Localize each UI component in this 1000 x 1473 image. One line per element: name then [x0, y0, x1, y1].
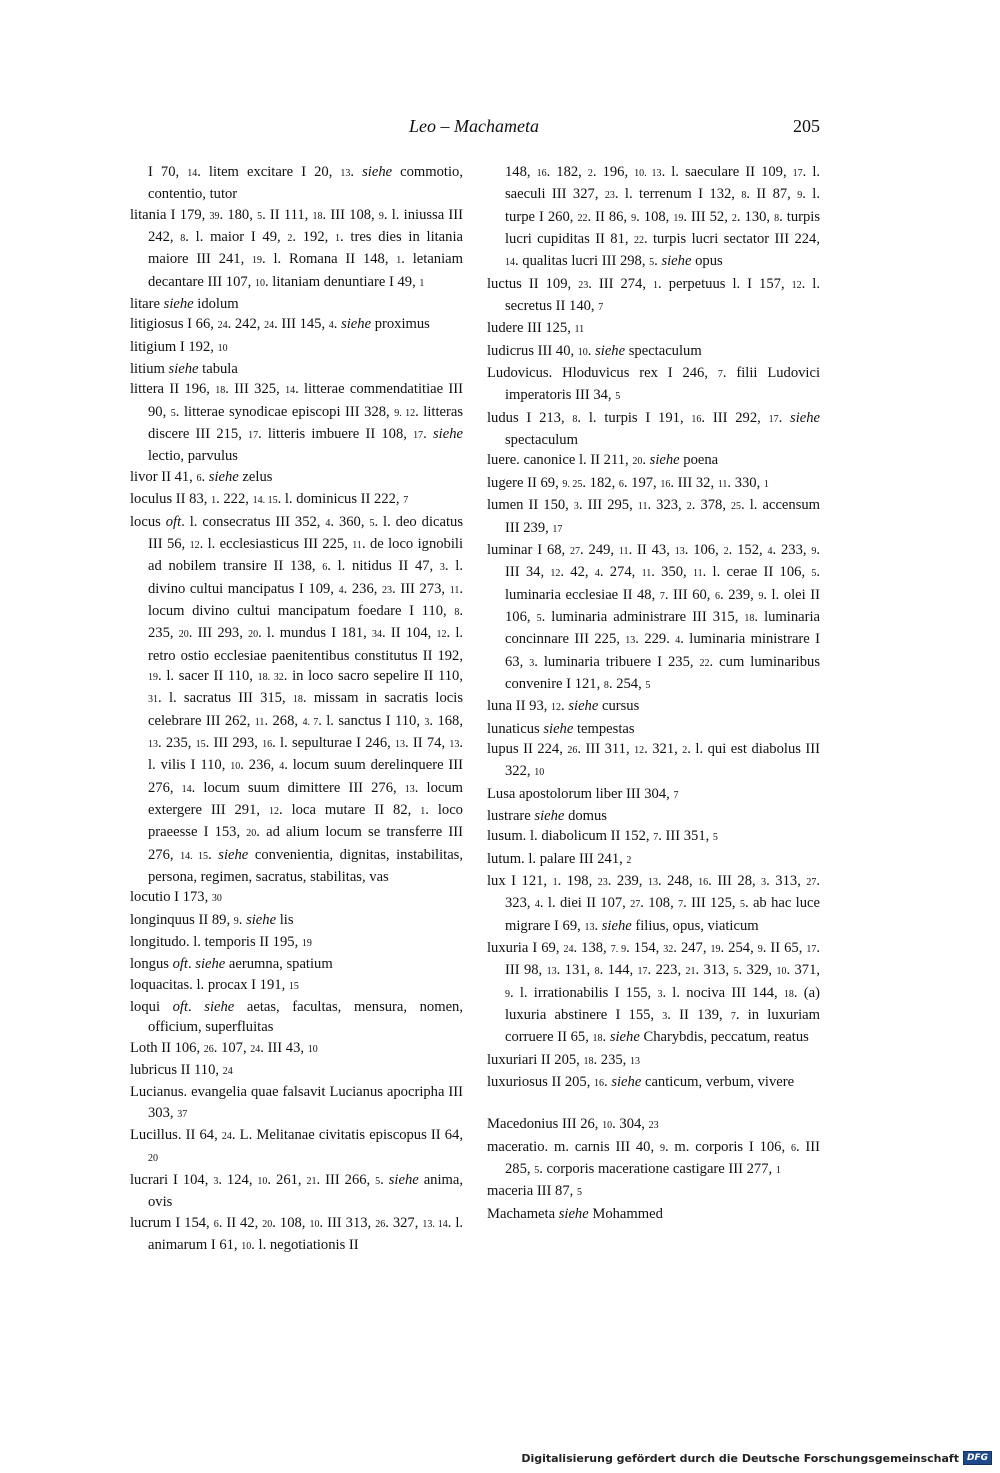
index-entry: Machameta siehe Mohammed	[487, 1205, 663, 1222]
index-entry: lumen II 150, 3. III 295, 11. 323, 2. 378, 25. l. accensum III 239, 17	[487, 497, 821, 536]
running-head: Leo – Machameta	[409, 116, 539, 136]
index-entry: luna II 93, 12. siehe cursus	[487, 698, 640, 715]
index-entry: luctus II 109, 23. III 274, 1. perpetuus l. I 157, 12. l. secretus II 140, 7	[487, 275, 820, 315]
index-entry: luminar I 68, 27. 249, 11. II 43, 13. 106, 2. 152, 4. 233, 9. III 34, 12. 42, 4. 274, 11. 350, 11. l. cerae II 106, 5. luminaria ecclesiae II 48, 7. III 60, 6. 239, 9. l. olei II 106, 5. luminaria administrare III 315, 18. luminaria concinnare III 225, 13. 229. 4. luminaria ministrare I 63, 3. luminaria tribuere I 235, 22. cum luminaribus convenire I 121, 8. 254, 5	[487, 541, 821, 692]
index-entry: Lucianus. evangelia quae falsavit Lucianus apocripha III 303, 37	[130, 1084, 463, 1121]
index-entry: luxuria I 69, 24. 138, 7. 9. 154, 32. 247, 19. 254, 9. II 65, 17. III 98, 13. 131, 8. 144, 17. 223, 21. 313, 5. 329, 10. 371, 9. l. irrationabilis I 155, 3. l. nociva III 144, 18. (a) luxuria abstinere I 155, 3. II 139, 7. in luxuriam corruere II 65, 18. siehe Charybdis, peccatum, reatus	[487, 940, 821, 1046]
index-column-right	[487, 162, 820, 1224]
page-number: 205	[793, 116, 820, 136]
index-entry: loquacitas. l. procax I 191, 15	[130, 976, 299, 993]
index-entry: lupus II 224, 26. III 311, 12. 321, 2. l. qui est diabolus III 322, 10	[487, 740, 820, 780]
index-entry: litigium I 192, 10	[130, 338, 228, 355]
index-entry: litare siehe idolum	[130, 296, 239, 313]
index-entry: lunaticus siehe tempestas	[487, 720, 635, 737]
funding-note: Digitalisierung gefördert durch die Deutsche Forschungsgemeinschaft	[521, 1451, 959, 1465]
page-header	[128, 116, 820, 140]
index-entry: lucrum I 154, 6. II 42, 20. 108, 10. III 313, 26. 327, 13. 14. l. animarum I 61, 10. l. negotiationis II	[130, 1214, 464, 1253]
index-entry: litigiosus I 66, 24. 242, 24. III 145, 4. siehe proximus	[130, 316, 430, 333]
index-entry: lubricus II 110, 24	[130, 1062, 233, 1079]
index-entry: livor II 41, 6. siehe zelus	[130, 468, 273, 485]
index-column-left	[130, 162, 463, 1257]
index-entry: longinquus II 89, 9. siehe lis	[130, 911, 294, 928]
index-entry: longus oft. siehe aerumna, spatium	[130, 956, 333, 973]
index-entry: luxuriari II 205, 18. 235, 13	[487, 1051, 640, 1068]
index-entry: Ludovicus. Hloduvicus rex I 246, 7. filii Ludovici imperatoris III 34, 5	[487, 365, 821, 404]
funding-footer	[521, 1449, 992, 1467]
index-entry: Lucillus. II 64, 24. L. Melitanae civitatis episcopus II 64, 20	[130, 1127, 464, 1165]
index-entry-continued: I 70, 14. litem excitare I 20, 13. siehe commotio, contentio, tutor	[148, 164, 463, 203]
index-entry: litium siehe tabula	[130, 361, 238, 378]
dfg-logo-icon: DFG	[963, 1451, 992, 1465]
index-entry: locus oft. l. consecratus III 352, 4. 360, 5. l. deo dicatus III 56, 12. l. ecclesiasticus III 225, 11. de loco ignobili ad nobilem transire II 138, 6. l. nitidus II 47, 3. l. divino cultui mancipatus I 109, 4. 236, 23. III 273, 11. locum divino cultui mancipatum foedare I 110, 8. 235, 20. III 293, 20. l. mundus I 181, 34. II 104, 12. l. retro ostio ecclesiae paenitentibus constitutus II 192, 19. l. sacer II 110, 18. 32. in loco sacro sepelire II 110, 31. l. sacratus III 315, 18. missam in sacratis locis celebrare III 262, 11. 268, 4. 7. l. sanctus I 110, 3. 168, 13. 235, 15. III 293, 16. l. sepulturae I 246, 13. II 74, 13. l. vilis I 110, 10. 236, 4. locum suum derelinquere III 276, 14. locum suum dimittere III 276, 13. locum extergere III 291, 12. loca mutare II 82, 1. loco praeesse I 153, 20. ad alium locum se transferre III 276, 14. 15. siehe convenientia, dignitas, instabilitas, persona, regimen, sacratus, stabilitas, vas	[130, 513, 464, 885]
section-gap	[487, 1094, 820, 1114]
index-entry: longitudo. l. temporis II 195, 19	[130, 934, 312, 951]
index-entry: Loth II 106, 26. 107, 24. III 43, 10	[130, 1039, 318, 1056]
index-entry: loculus II 83, 1. 222, 14. 15. l. dominicus II 222, 7	[130, 491, 409, 508]
index-entry: luere. canonice l. II 211, 20. siehe poena	[487, 452, 719, 469]
index-entry: lucrari I 104, 3. 124, 10. 261, 21. III 266, 5. siehe anima, ovis	[130, 1171, 464, 1211]
index-entry: litania I 179, 39. 180, 5. II 111, 18. III 108, 9. l. iniussa III 242, 8. l. maior I 49, 2. 192, 1. tres dies in litania maiore III 241, 19. l. Romana II 148, 1. letaniam decantare III 107, 10. litaniam denuntiare I 49, 1	[130, 206, 463, 290]
index-entry: maceria III 87, 5	[487, 1183, 582, 1200]
index-entry: ludicrus III 40, 10. siehe spectaculum	[487, 342, 702, 359]
index-entry: lutum. l. palare III 241, 2	[487, 850, 632, 867]
index-entry: ludere III 125, 11	[487, 320, 585, 337]
index-entry: Macedonius III 26, 10. 304, 23	[487, 1116, 659, 1133]
index-entry: locutio I 173, 30	[130, 889, 222, 906]
index-entry: lux I 121, 1. 198, 23. 239, 13. 248, 16. III 28, 3. 313, 27. 323, 4. l. diei II 107, 27. 108, 7. III 125, 5. ab hac luce migrare I 69, 13. siehe filius, opus, viaticum	[487, 873, 821, 934]
index-entry: ludus I 213, 8. l. turpis I 191, 16. III 292, 17. siehe spectaculum	[487, 409, 821, 449]
index-entry: lustrare siehe domus	[487, 807, 607, 824]
index-entry: loqui oft. siehe aetas, facultas, mensura, nomen, officium, superfluitas	[130, 999, 464, 1036]
index-entry: lugere II 69, 9. 25. 182, 6. 197, 16. III 32, 11. 330, 1	[487, 474, 769, 491]
index-entry: littera II 196, 18. III 325, 14. litterae commendatitiae III 90, 5. litterae synodicae episcopi III 328, 9. 12. litteras discere III 215, 17. litteris imbuere II 108, 17. siehe lectio, parvulus	[130, 381, 464, 465]
index-entry-continued: 148, 16. 182, 2. 196, 10. 13. l. saeculare II 109, 17. l. saeculi III 327, 23. l. terrenum I 132, 8. II 87, 9. l. turpe I 260, 22. II 86, 9. 108, 19. III 52, 2. 130, 8. turpis lucri cupiditas II 81, 22. turpis lucri sectator III 224, 14. qualitas lucri III 298, 5. siehe opus	[505, 164, 821, 270]
index-entry: maceratio. m. carnis III 40, 9. m. corporis I 106, 6. III 285, 5. corporis maceratione castigare III 277, 1	[487, 1138, 820, 1178]
index-entry: luxuriosus II 205, 16. siehe canticum, verbum, vivere	[487, 1074, 795, 1091]
index-entry: lusum. l. diabolicum II 152, 7. III 351, 5	[487, 828, 718, 845]
index-entry: Lusa apostolorum liber III 304, 7	[487, 785, 679, 802]
